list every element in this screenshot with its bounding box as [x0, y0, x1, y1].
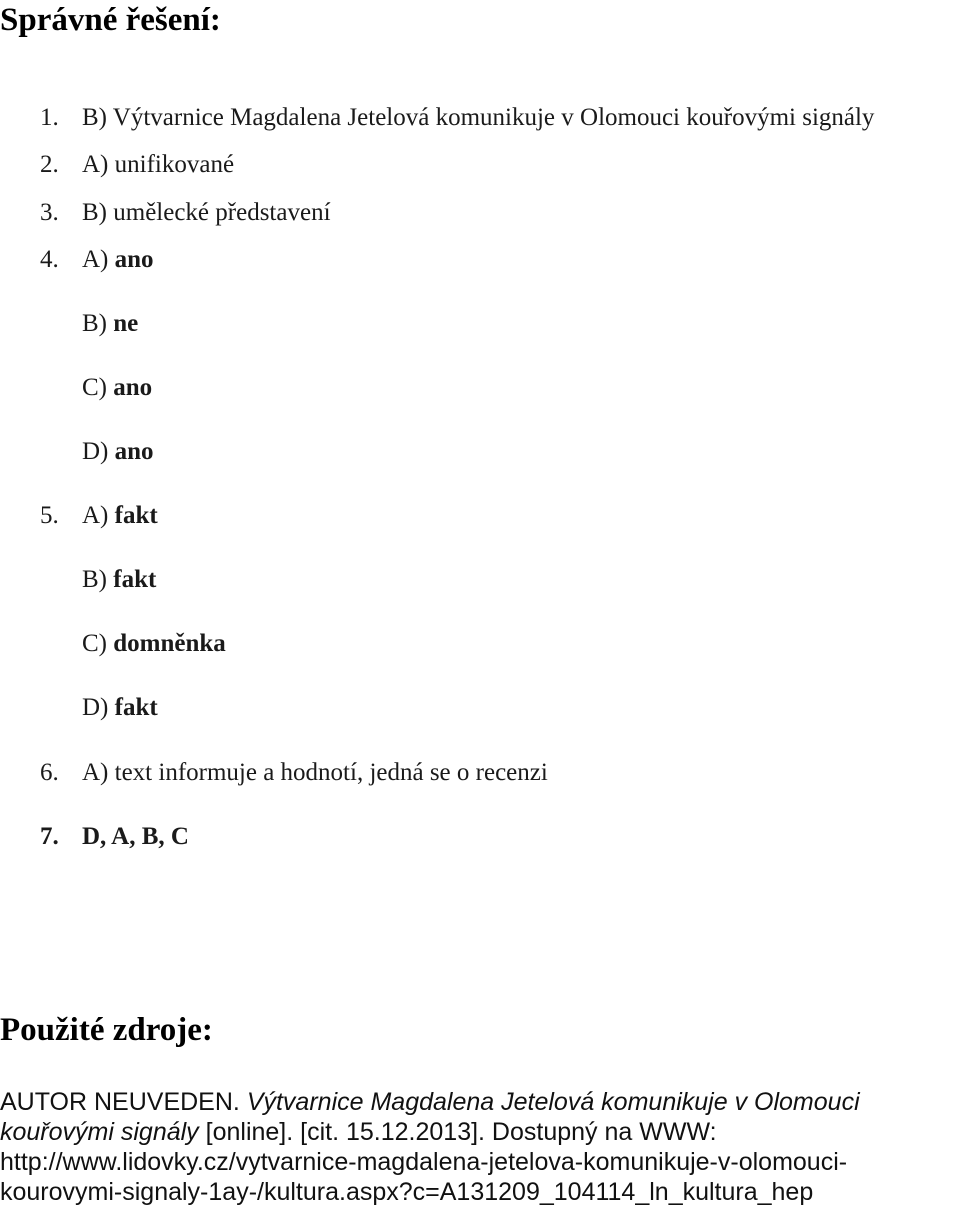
reference-title-cont: kouřovými signály	[0, 1118, 199, 1146]
answer-label: D)	[82, 438, 109, 465]
answer-text: D, A, B, C	[82, 823, 189, 850]
answer-number: 4.	[40, 246, 59, 273]
answer-label: A)	[82, 502, 109, 529]
answer-text: A) unifikované	[82, 151, 235, 178]
answer-label: A)	[82, 246, 109, 273]
reference-details: [online]. [cit. 15.12.2013]. Dostupný na WWW:	[198, 1118, 717, 1146]
answer-value: ano	[114, 246, 154, 273]
answer-text: A) text informuje a hodnotí, jedná se o recenzi	[82, 759, 548, 786]
answer-text: B) Výtvarnice Magdalena Jetelová komunikuje v Olomouci kouřovými signály	[82, 104, 875, 131]
answer-number: 6.	[40, 759, 59, 786]
answer-value: fakt	[113, 566, 157, 593]
answer-value: ano	[114, 438, 154, 465]
answer-label: C)	[82, 374, 107, 401]
reference-url-line-2: kourovymi-signaly-1ay-/kultura.aspx?c=A131209_104114_ln_kultura_hep	[0, 1178, 814, 1206]
answer-value: domněnka	[113, 630, 226, 657]
answer-value: ne	[113, 310, 139, 337]
answer-label: B)	[82, 310, 107, 337]
answer-label: C)	[82, 630, 107, 657]
answer-value: fakt	[114, 502, 158, 529]
reference-url-line-1: http://www.lidovky.cz/vytvarnice-magdalena-jetelova-komunikuje-v-olomouci-	[0, 1148, 848, 1176]
answer-label: D)	[82, 694, 109, 721]
answer-number: 1.	[40, 104, 59, 131]
heading-solution: Správné řešení:	[0, 2, 221, 38]
answer-value: ano	[113, 374, 153, 401]
reference-title: Výtvarnice Magdalena Jetelová komunikuje v Olomouci	[246, 1088, 860, 1116]
answer-number: 7.	[40, 823, 59, 850]
answer-value: fakt	[114, 694, 158, 721]
reference-entry	[0, 1087, 960, 1207]
reference-author: AUTOR NEUVEDEN.	[0, 1088, 247, 1116]
answer-number: 2.	[40, 151, 59, 178]
answer-text: B) umělecké představení	[82, 199, 331, 226]
heading-sources: Použité zdroje:	[0, 1012, 213, 1048]
answer-label: B)	[82, 566, 107, 593]
answer-number: 5.	[40, 502, 59, 529]
answer-number: 3.	[40, 199, 59, 226]
